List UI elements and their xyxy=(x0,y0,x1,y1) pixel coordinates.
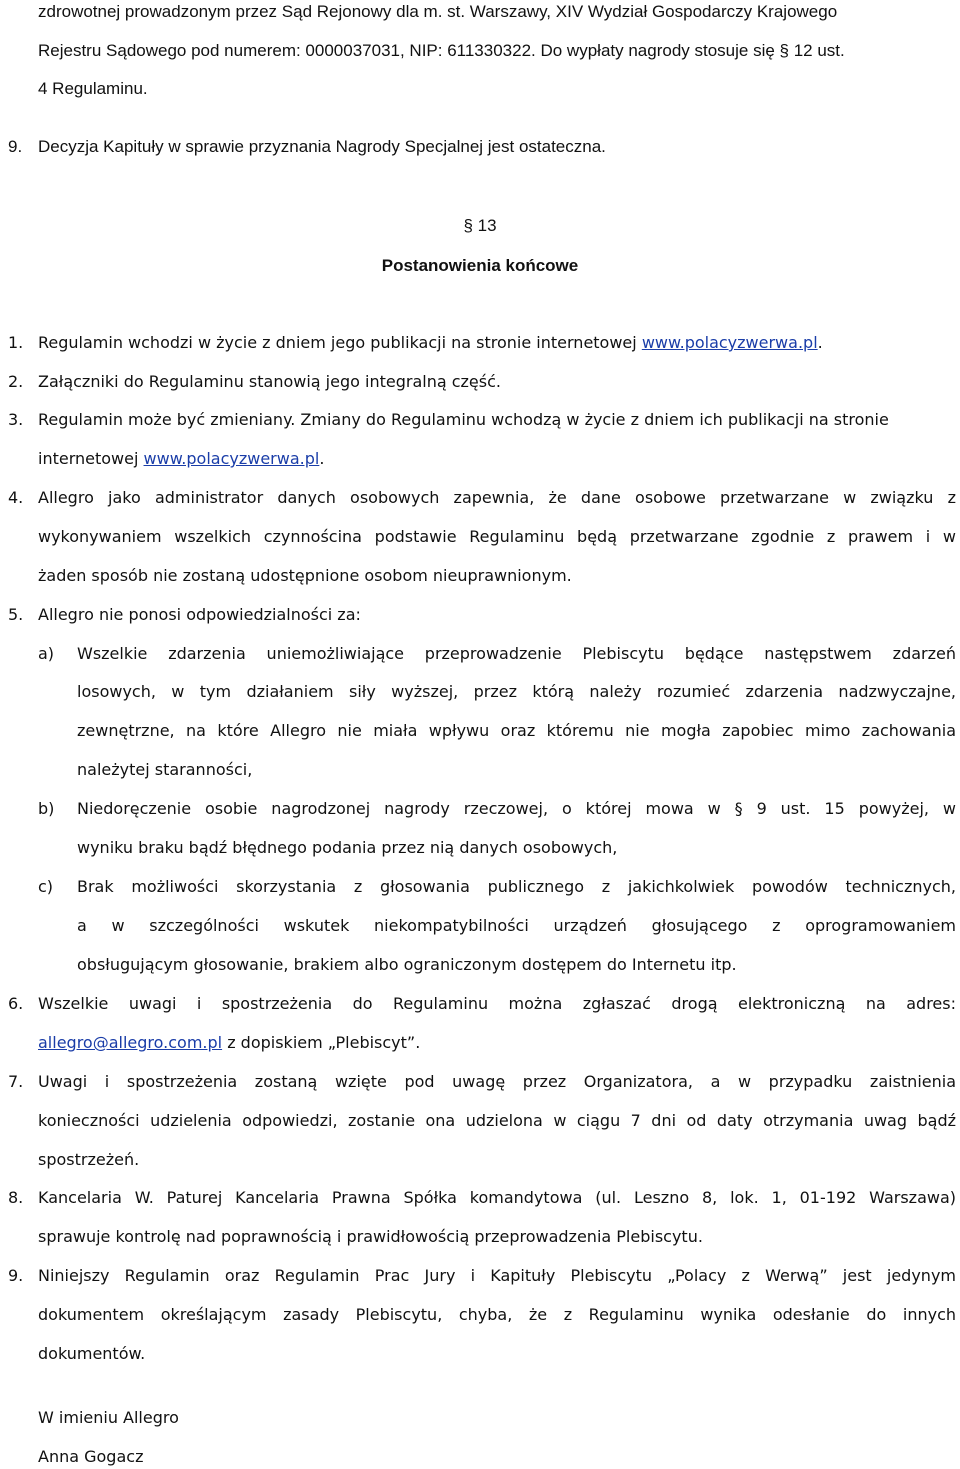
sub-item-text: Niedoręczenie osobie nagrodzonej nagrody rzeczowej, o której mowa w § 9 ust. 15 powyżej, w xyxy=(77,799,956,818)
sub-item-text: wyniku braku bądź błędnego podania przez nią danych osobowych, xyxy=(77,838,618,857)
sub-item-text: obsługującym głosowanie, brakiem albo ograniczonym dostępem do Internetu itp. xyxy=(77,955,737,974)
item-text-part: z dopiskiem „Plebiscyt”. xyxy=(227,1033,421,1052)
item-text: konieczności udzielenia odpowiedzi, zostanie ona udzielona w ciągu 7 dni od daty otrzymania uwag bądź xyxy=(38,1111,956,1130)
sub-item-text: losowych, w tym działaniem siły wyższej, przez którą należy rozumieć zdarzenia nadzwyczajne, xyxy=(77,682,956,701)
sub-item-text: zewnętrzne, na które Allegro nie miała wpływu oraz któremu nie mogła zapobiec mimo zachowania xyxy=(77,721,956,740)
item-number: 7. xyxy=(8,1072,24,1091)
item-text: Załączniki do Regulaminu stanowią jego integralną część. xyxy=(38,372,501,391)
item-number: 6. xyxy=(8,994,24,1013)
item-text xyxy=(38,1033,420,1053)
paragraph-line: Rejestru Sądowego pod numerem: 0000037031, NIP: 611330322. Do wypłaty nagrody stosuje się § 12 ust. xyxy=(38,41,845,60)
item-text xyxy=(38,449,324,469)
sub-item-text: Brak możliwości skorzystania z głosowania publicznego z jakichkolwiek powodów technicznych, xyxy=(77,877,956,896)
item-number: 9. xyxy=(8,137,23,156)
item-text: Kancelaria W. Paturej Kancelaria Prawna Spółka komandytowa (ul. Leszno 8, lok. 1, 01-192 Warszawa) xyxy=(38,1188,956,1207)
sub-item-label: a) xyxy=(38,644,55,663)
item-text: Wszelkie uwagi i spostrzeżenia do Regulaminu można zgłaszać drogą elektroniczną na adres: xyxy=(38,994,956,1013)
signature-line: W imieniu Allegro xyxy=(38,1408,179,1427)
sub-item-label: c) xyxy=(38,877,54,896)
section-number: § 13 xyxy=(463,216,497,235)
item-text: żaden sposób nie zostaną udostępnione osobom nieuprawnionym. xyxy=(38,566,572,585)
item-text: Niniejszy Regulamin oraz Regulamin Prac Jury i Kapituły Plebiscytu „Polacy z Werwą” jest jedynym xyxy=(38,1266,956,1285)
item-text-part: . xyxy=(319,449,325,468)
item-text-part: internetowej xyxy=(38,449,139,468)
item-text: spostrzeżeń. xyxy=(38,1150,140,1169)
section-title: Postanowienia końcowe xyxy=(381,256,579,275)
item-number: 8. xyxy=(8,1188,24,1207)
paragraph-line: zdrowotnej prowadzonym przez Sąd Rejonowy dla m. st. Warszawy, XIV Wydział Gospodarczy Krajowego xyxy=(38,2,838,21)
website-link[interactable]: www.polacyzwerwa.pl xyxy=(641,333,818,352)
item-number: 3. xyxy=(8,410,24,429)
paragraph-line: 4 Regulaminu. xyxy=(38,79,148,98)
signature-name: Anna Gogacz xyxy=(38,1447,144,1466)
item-text-part: . xyxy=(817,333,823,352)
item-text: Decyzja Kapituły w sprawie przyznania Nagrody Specjalnej jest ostateczna. xyxy=(38,137,606,156)
item-number: 2. xyxy=(8,372,24,391)
item-text: Allegro nie ponosi odpowiedzialności za: xyxy=(38,605,361,624)
sub-item-text: Wszelkie zdarzenia uniemożliwiające przeprowadzenie Plebiscytu będące następstwem zdarzeń xyxy=(77,644,956,663)
item-text xyxy=(38,333,823,353)
item-number: 5. xyxy=(8,605,24,624)
item-text-part: Regulamin wchodzi w życie z dniem jego publikacji na stronie internetowej xyxy=(38,333,637,352)
item-number: 9. xyxy=(8,1266,24,1285)
email-link[interactable]: allegro@allegro.com.pl xyxy=(38,1033,223,1052)
item-number: 1. xyxy=(8,333,24,352)
item-text: dokumentem określającym zasady Plebiscytu, chyba, że z Regulaminu wynika odesłanie do innych xyxy=(38,1305,956,1324)
item-text: wykonywaniem wszelkich czynnościna podstawie Regulaminu będą przetwarzane zgodnie z prawem i w xyxy=(38,527,956,546)
item-text: sprawuje kontrolę nad poprawnością i prawidłowością przeprowadzenia Plebiscytu. xyxy=(38,1227,703,1246)
sub-item-text: należytej staranności, xyxy=(77,760,253,779)
item-text: Regulamin może być zmieniany. Zmiany do Regulaminu wchodzą w życie z dniem ich publikacji na stronie xyxy=(38,410,889,429)
sub-item-text: a w szczególności wskutek niekompatybilności urządzeń głosującego z oprogramowaniem xyxy=(77,916,956,935)
item-text: dokumentów. xyxy=(38,1344,146,1363)
website-link[interactable]: www.polacyzwerwa.pl xyxy=(143,449,320,468)
item-text: Allegro jako administrator danych osobowych zapewnia, że dane osobowe przetwarzane w związku z xyxy=(38,488,956,507)
item-number: 4. xyxy=(8,488,24,507)
sub-item-label: b) xyxy=(38,799,55,818)
item-text: Uwagi i spostrzeżenia zostaną wzięte pod uwagę przez Organizatora, a w przypadku zaistnienia xyxy=(38,1072,956,1091)
